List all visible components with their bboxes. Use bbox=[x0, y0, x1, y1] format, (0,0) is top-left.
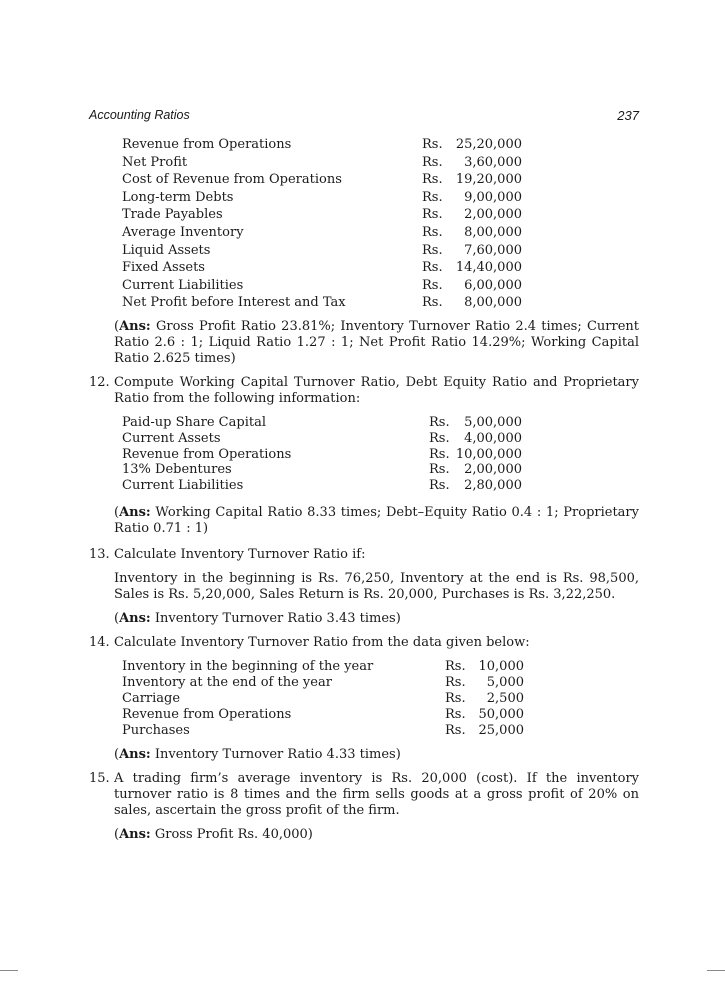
row-label: Current Assets bbox=[122, 430, 221, 446]
row-label: Paid-up Share Capital bbox=[122, 415, 266, 430]
row-amount: 2,00,000 bbox=[464, 462, 522, 478]
row-amount: 10,00,000 bbox=[455, 446, 522, 462]
currency-label: Rs. bbox=[422, 137, 443, 152]
row-amount: 5,000 bbox=[486, 674, 524, 690]
row-label: Inventory in the beginning of the year bbox=[122, 659, 374, 674]
ans-label: Ans: bbox=[119, 505, 151, 520]
figures-table-12 bbox=[122, 415, 522, 494]
currency-label: Rs. bbox=[422, 207, 443, 223]
table-row bbox=[122, 189, 522, 207]
table-row bbox=[122, 224, 522, 242]
row-amount: 8,00,000 bbox=[464, 295, 522, 311]
currency-label: Rs. bbox=[422, 154, 443, 170]
table-row bbox=[122, 154, 522, 172]
row-label: Purchases bbox=[122, 722, 190, 738]
row-amount: 5,00,000 bbox=[464, 415, 522, 430]
answer-text: Gross Profit Rs. 40,000) bbox=[150, 827, 313, 842]
row-amount: 2,00,000 bbox=[464, 207, 522, 223]
figures-table-14 bbox=[122, 659, 524, 739]
page-number: 237 bbox=[617, 108, 639, 123]
row-amount: 25,000 bbox=[478, 722, 524, 738]
table-row bbox=[122, 707, 524, 723]
currency-label: Rs. bbox=[445, 690, 466, 706]
table-row bbox=[122, 462, 522, 478]
row-label: Carriage bbox=[122, 690, 181, 706]
currency-label: Rs. bbox=[429, 415, 450, 430]
answer-text: Inventory Turnover Ratio 3.43 times) bbox=[150, 611, 401, 626]
table-row bbox=[122, 294, 522, 312]
row-amount: 2,80,000 bbox=[464, 478, 522, 494]
row-label: Inventory at the end of the year bbox=[122, 674, 332, 690]
currency-label: Rs. bbox=[445, 659, 466, 674]
answer-15: (Ans: Gross Profit Rs. 40,000) bbox=[114, 827, 313, 842]
currency-label: Rs. bbox=[429, 430, 450, 446]
row-amount: 10,000 bbox=[478, 659, 524, 674]
question-12-text: Compute Working Capital Turnover Ratio, Debt Equity Ratio and Proprietary Ratio from the following information: bbox=[114, 375, 639, 406]
table-row bbox=[122, 478, 522, 494]
row-label: Revenue from Operations bbox=[122, 706, 292, 722]
row-label: Cost of Revenue from Operations bbox=[122, 172, 342, 188]
row-amount: 25,20,000 bbox=[455, 137, 522, 152]
answer-14: (Ans: Inventory Turnover Ratio 4.33 times) bbox=[114, 747, 401, 762]
ans-label: Ans: bbox=[119, 611, 151, 626]
table-row bbox=[122, 277, 522, 295]
currency-label: Rs. bbox=[422, 277, 443, 293]
page-header bbox=[89, 108, 639, 124]
ans-label: Ans: bbox=[119, 827, 151, 842]
currency-label: Rs. bbox=[429, 478, 450, 494]
figures-table-1 bbox=[122, 136, 522, 312]
table-row bbox=[122, 415, 522, 431]
currency-label: Rs. bbox=[429, 462, 450, 478]
answer-text: Working Capital Ratio 8.33 times; Debt–Equity Ratio 0.4 : 1; Proprietary Ratio 0.71 : 1) bbox=[114, 505, 639, 536]
crop-mark-right bbox=[707, 970, 725, 971]
ans-label: Ans: bbox=[119, 747, 151, 762]
table-row bbox=[122, 259, 522, 277]
currency-label: Rs. bbox=[422, 260, 443, 276]
row-label: Revenue from Operations bbox=[122, 137, 292, 152]
answer-text: Inventory Turnover Ratio 4.33 times) bbox=[150, 747, 401, 762]
answer-12: (Ans: Working Capital Ratio 8.33 times; Debt–Equity Ratio 0.4 : 1; Proprietary Ratio 0.71 : 1) bbox=[114, 505, 639, 536]
currency-label: Rs. bbox=[445, 722, 466, 738]
row-label: Fixed Assets bbox=[122, 260, 205, 276]
currency-label: Rs. bbox=[429, 446, 450, 462]
row-label: Long-term Debts bbox=[122, 189, 234, 205]
table-row bbox=[122, 675, 524, 691]
row-label: Trade Payables bbox=[122, 207, 223, 223]
question-13-text: Calculate Inventory Turnover Ratio if: bbox=[114, 547, 366, 562]
question-number-14: 14. bbox=[89, 635, 110, 650]
table-row bbox=[122, 242, 522, 260]
table-row bbox=[122, 447, 522, 463]
row-label: 13% Debentures bbox=[122, 462, 232, 478]
running-title: Accounting Ratios bbox=[89, 108, 190, 122]
question-number-15: 15. bbox=[89, 771, 110, 786]
table-row bbox=[122, 171, 522, 189]
row-label: Net Profit before Interest and Tax bbox=[122, 295, 346, 311]
question-13-detail: Inventory in the beginning is Rs. 76,250, Inventory at the end is Rs. 98,500, Sales is Rs. 5,20,000, Sales Return is Rs. 20,000, Purchases is Rs. 3,22,250. bbox=[114, 571, 639, 602]
row-amount: 19,20,000 bbox=[455, 172, 522, 188]
row-amount: 7,60,000 bbox=[464, 242, 522, 258]
row-amount: 8,00,000 bbox=[464, 224, 522, 240]
table-row bbox=[122, 659, 524, 675]
row-label: Current Liabilities bbox=[122, 478, 244, 494]
row-label: Liquid Assets bbox=[122, 242, 211, 258]
currency-label: Rs. bbox=[445, 674, 466, 690]
table-row bbox=[122, 431, 522, 447]
crop-mark-left bbox=[0, 970, 18, 971]
question-14-text: Calculate Inventory Turnover Ratio from the data given below: bbox=[114, 635, 530, 650]
row-amount: 4,00,000 bbox=[464, 430, 522, 446]
ans-label: Ans: bbox=[119, 319, 151, 334]
row-amount: 50,000 bbox=[478, 706, 524, 722]
row-amount: 2,500 bbox=[486, 690, 524, 706]
row-amount: 9,00,000 bbox=[464, 189, 522, 205]
currency-label: Rs. bbox=[422, 224, 443, 240]
question-15-text: A trading firm’s average inventory is Rs. 20,000 (cost). If the inventory turnover ratio is 8 times and the firm sells goods at a gross profit of 20% on sales, ascertain the gross profit of the firm. bbox=[114, 771, 639, 818]
answer-13: (Ans: Inventory Turnover Ratio 3.43 times) bbox=[114, 611, 401, 626]
row-amount: 6,00,000 bbox=[464, 277, 522, 293]
answer-text: Gross Profit Ratio 23.81%; Inventory Turnover Ratio 2.4 times; Current Ratio 2.6 : 1; Liquid Ratio 1.27 : 1; Net Profit Ratio 14.29%; Working Capital Ratio 2.625 times) bbox=[114, 319, 639, 366]
currency-label: Rs. bbox=[445, 706, 466, 722]
answer-11: (Ans: Gross Profit Ratio 23.81%; Inventory Turnover Ratio 2.4 times; Current Ratio 2.6 : 1; Liquid Ratio 1.27 : 1; Net Profit Ratio 14.29%; Working Capital Ratio 2.625 times) bbox=[114, 319, 639, 366]
table-row bbox=[122, 691, 524, 707]
currency-label: Rs. bbox=[422, 172, 443, 188]
row-amount: 3,60,000 bbox=[464, 154, 522, 170]
question-number-13: 13. bbox=[89, 547, 110, 562]
row-label: Average Inventory bbox=[122, 224, 244, 240]
table-row bbox=[122, 723, 524, 739]
table-row bbox=[122, 136, 522, 154]
row-label: Net Profit bbox=[122, 154, 188, 170]
currency-label: Rs. bbox=[422, 189, 443, 205]
row-label: Revenue from Operations bbox=[122, 446, 292, 462]
currency-label: Rs. bbox=[422, 295, 443, 311]
table-row bbox=[122, 206, 522, 224]
question-number-12: 12. bbox=[89, 375, 110, 390]
currency-label: Rs. bbox=[422, 242, 443, 258]
row-label: Current Liabilities bbox=[122, 277, 244, 293]
row-amount: 14,40,000 bbox=[455, 260, 522, 276]
